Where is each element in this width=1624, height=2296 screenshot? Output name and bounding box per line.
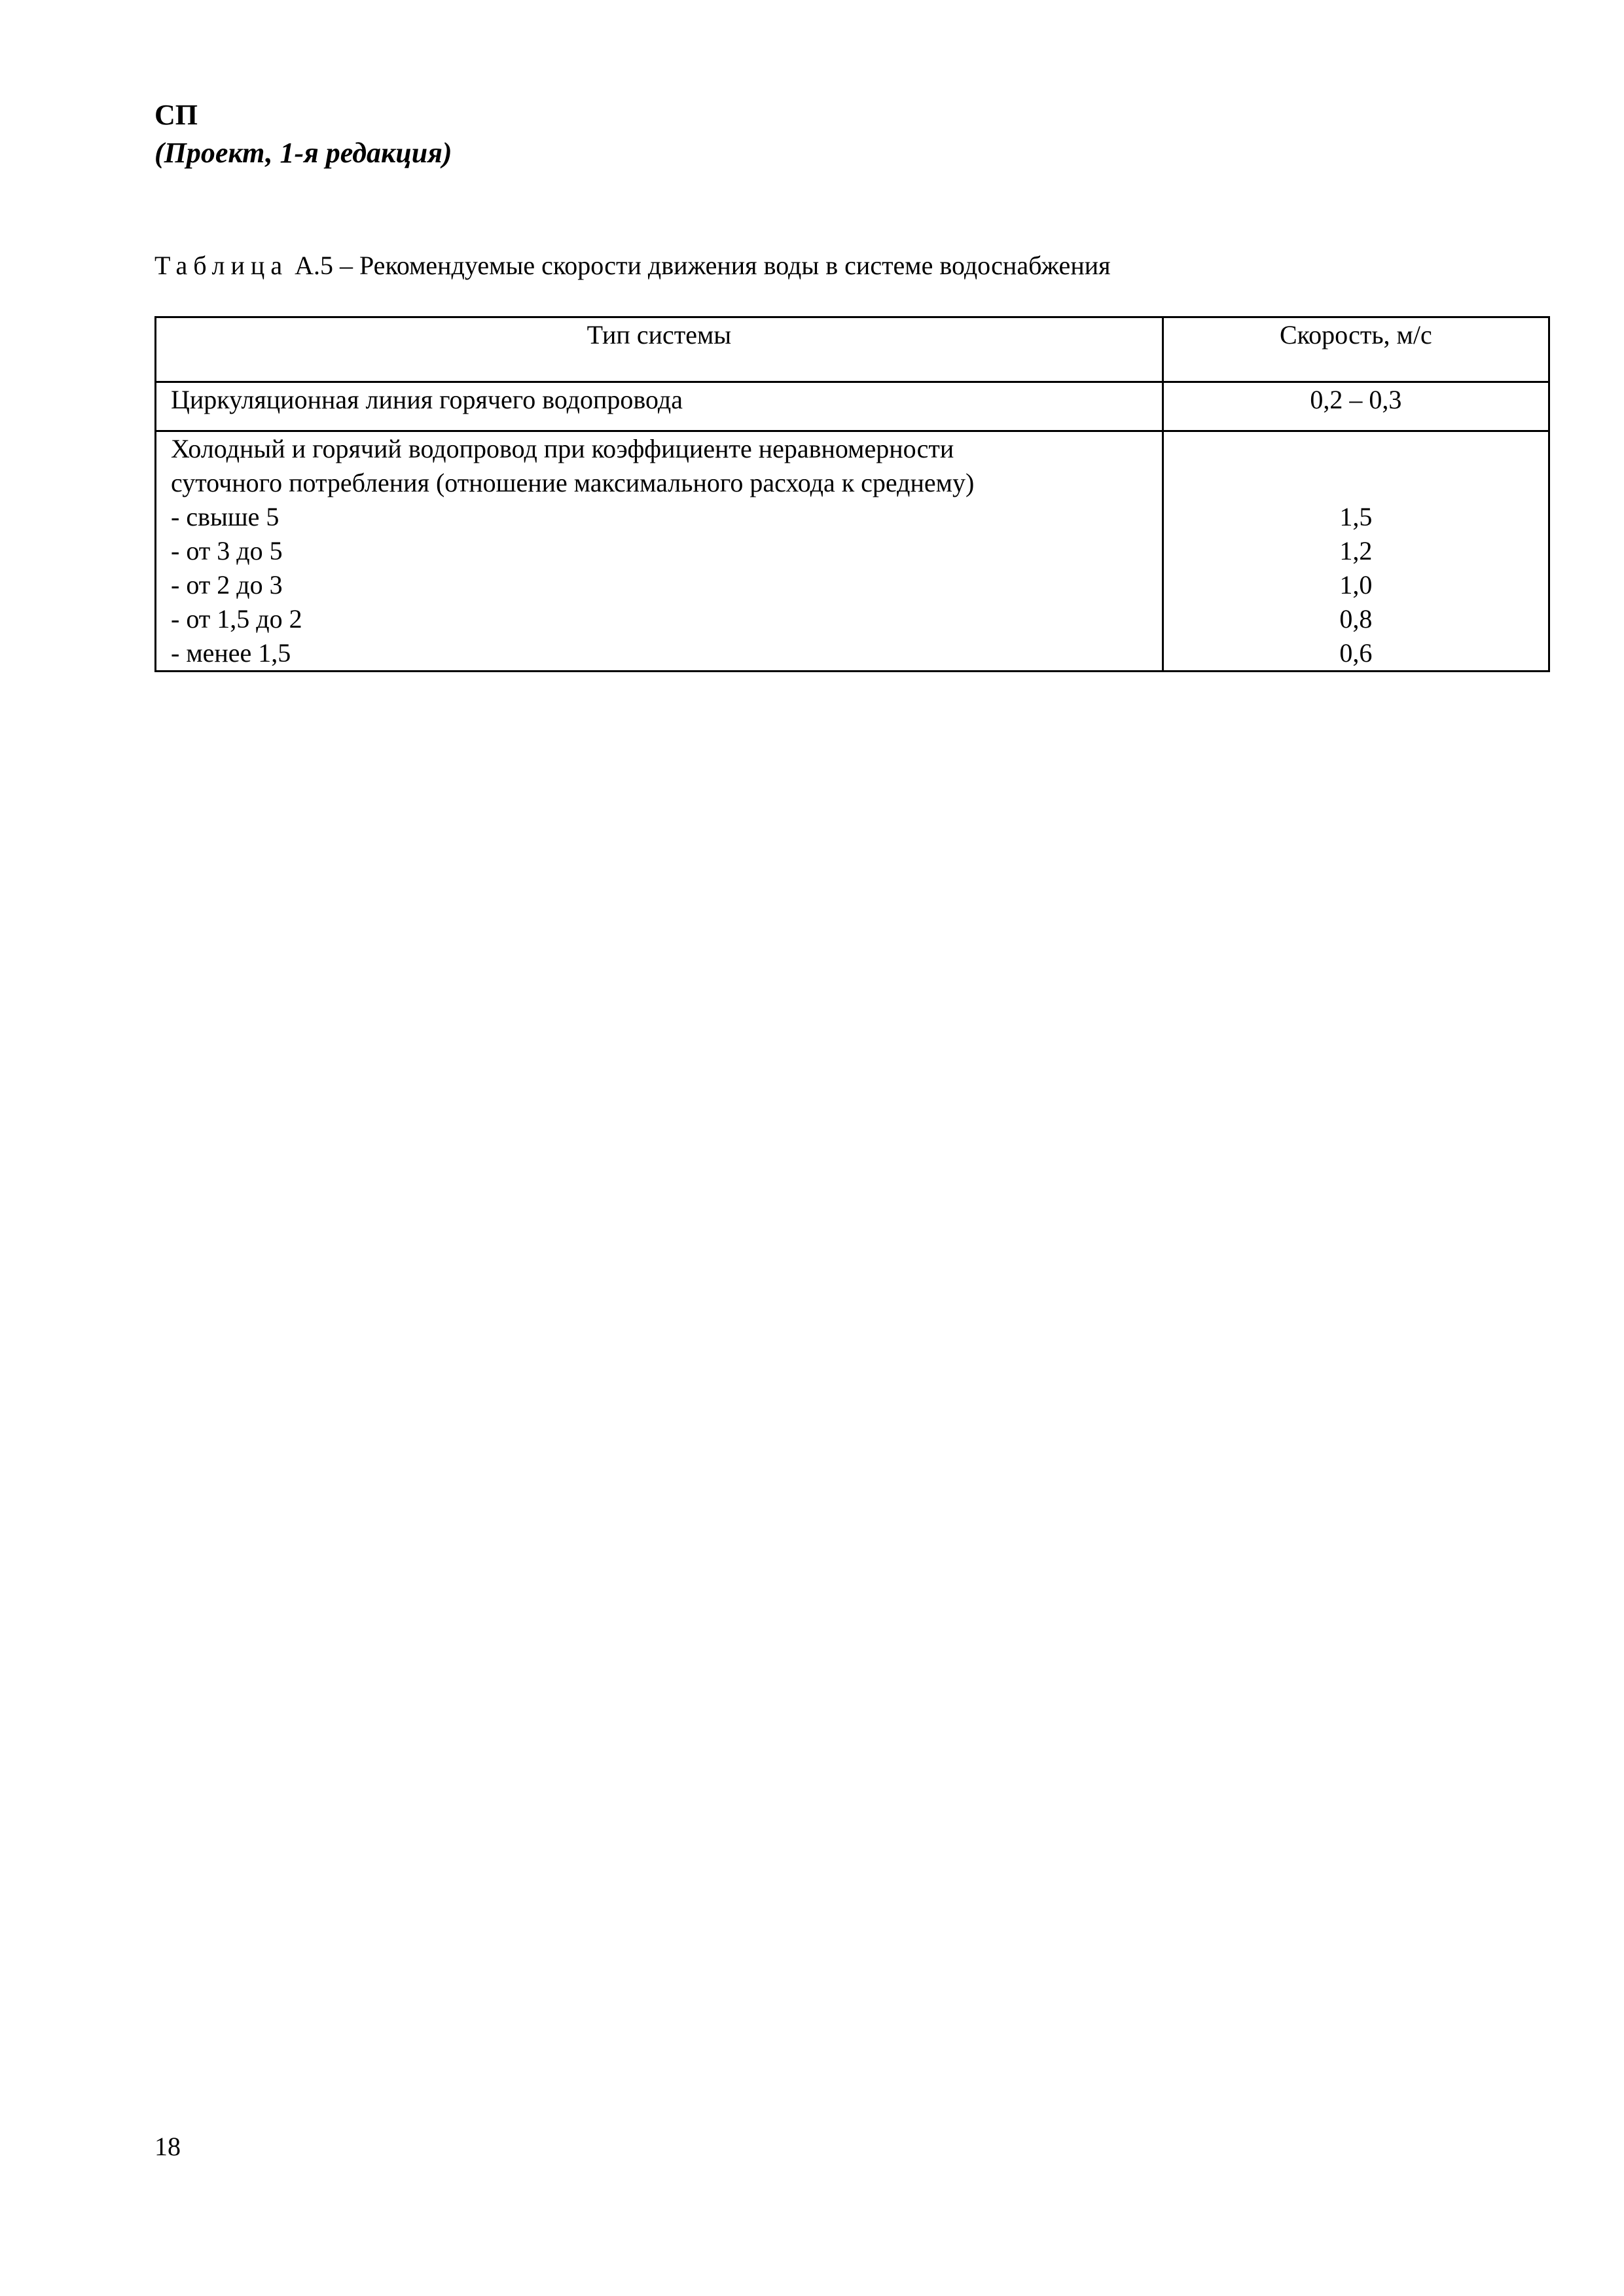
page-number: 18 <box>154 2132 181 2161</box>
system-type-cell: Циркуляционная линия горячего водопровода <box>156 382 1163 431</box>
table-header-row <box>156 317 1549 382</box>
coefficient-range-label: - от 1,5 до 2 <box>171 604 302 634</box>
speed-cell <box>1163 431 1549 672</box>
coefficient-range-label: - от 3 до 5 <box>171 536 283 565</box>
system-type-intro-line: Холодный и горячий водопровод при коэффициенте неравномерности <box>171 434 954 463</box>
column-header-speed: Скорость, м/с <box>1163 317 1549 382</box>
table-caption-text: А.5 – Рекомендуемые скорости движения воды в системе водоснабжения <box>295 251 1111 280</box>
draft-note: (Проект, 1-я редакция) <box>154 137 452 169</box>
speed-value: 0,8 <box>1339 604 1373 634</box>
table-caption <box>154 249 1111 283</box>
speed-value: 0,6 <box>1339 638 1373 668</box>
spacer-line <box>1178 432 1534 466</box>
document-code: СП <box>154 99 198 131</box>
water-speed-table <box>154 316 1550 672</box>
table-caption-prefix: Таблица <box>154 251 289 280</box>
table-row <box>156 382 1549 431</box>
coefficient-range-label: - свыше 5 <box>171 502 280 531</box>
speed-value: 1,5 <box>1339 502 1373 531</box>
spacer-line <box>1178 466 1534 500</box>
system-type-cell <box>156 431 1163 672</box>
column-header-system-type: Тип системы <box>156 317 1163 382</box>
coefficient-range-label: - менее 1,5 <box>171 638 291 668</box>
system-type-intro-line: суточного потребления (отношение максимального расхода к среднему) <box>171 468 975 497</box>
speed-value: 1,2 <box>1339 536 1373 565</box>
speed-cell: 0,2 – 0,3 <box>1163 382 1549 431</box>
table-row <box>156 431 1549 672</box>
coefficient-range-label: - от 2 до 3 <box>171 570 283 600</box>
speed-value: 1,0 <box>1339 570 1373 600</box>
